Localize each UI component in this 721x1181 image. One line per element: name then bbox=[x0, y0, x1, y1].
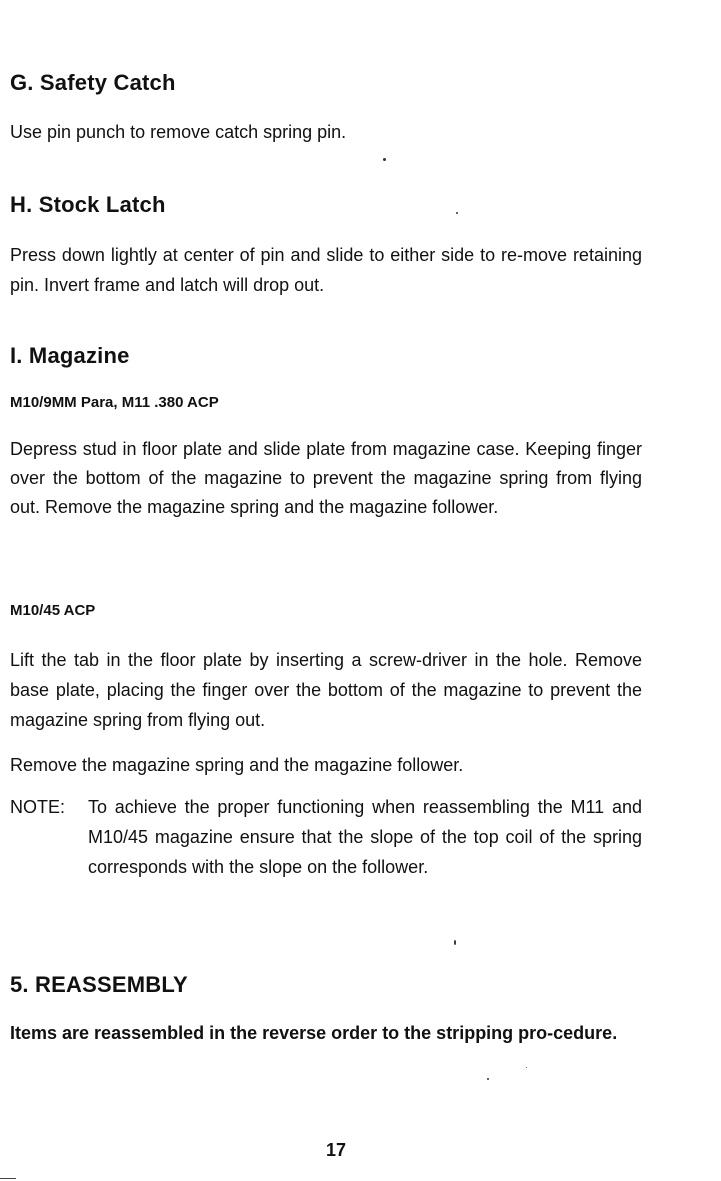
note-label: NOTE: bbox=[10, 797, 66, 817]
text-magazine-remove-spring: Remove the magazine spring and the magazine follower. bbox=[10, 755, 464, 775]
note-text: To achieve the proper functioning when reassembling the M11 and M10/45 magazine ensure that the slope of the top coil of the spring corresponds with the slope on the follower. bbox=[88, 797, 642, 877]
note-block bbox=[10, 792, 642, 914]
subheading-m10-45acp: M10/45 ACP bbox=[10, 602, 96, 619]
scan-speck bbox=[456, 212, 458, 214]
text-stock-latch: Press down lightly at center of pin and slide to either side to re-move retaining pin. Invert frame and latch will drop out. bbox=[10, 245, 642, 295]
page-number: 17 bbox=[326, 1140, 347, 1160]
scan-edge-line bbox=[0, 1178, 16, 1179]
text-safety-catch: Use pin punch to remove catch spring pin. bbox=[10, 122, 347, 142]
heading-stock-latch: H. Stock Latch bbox=[10, 192, 166, 217]
scan-speck bbox=[526, 1067, 527, 1068]
text-magazine-m10-45acp: Lift the tab in the floor plate by inserting a screw-driver in the hole. Remove base plate, placing the finger over the bottom of the magazine to prevent the magazine spring from flying out. bbox=[10, 650, 642, 730]
text-magazine-m10-9mm-m11: Depress stud in floor plate and slide plate from magazine case. Keeping finger over the bottom of the magazine to prevent the magazine spring from flying out. Remove the magazine spring and the magazine follower. bbox=[10, 439, 642, 517]
heading-reassembly: 5. REASSEMBLY bbox=[10, 972, 188, 997]
scan-speck bbox=[454, 940, 456, 945]
scan-speck bbox=[383, 158, 386, 161]
heading-safety-catch: G. Safety Catch bbox=[10, 70, 176, 95]
scan-speck bbox=[487, 1078, 489, 1080]
subheading-m10-9mm-m11: M10/9MM Para, M11 .380 ACP bbox=[10, 394, 219, 411]
heading-magazine: I. Magazine bbox=[10, 343, 130, 368]
text-reassembly: Items are reassembled in the reverse order to the stripping pro-cedure. bbox=[10, 1023, 618, 1043]
